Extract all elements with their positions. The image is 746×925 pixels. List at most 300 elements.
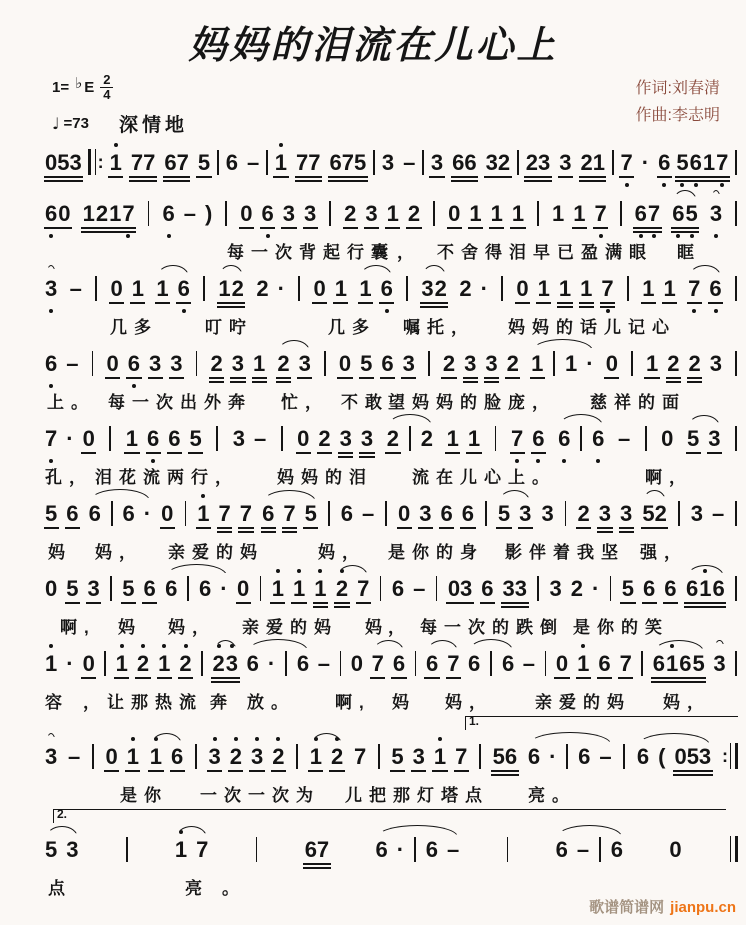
note: 6 (225, 150, 238, 175)
lyric-chunk: 妈， (95, 543, 143, 562)
note-group (272, 577, 327, 601)
volta-bracket (53, 809, 726, 823)
music-line (45, 264, 738, 313)
note: 2 (434, 276, 447, 301)
lyric-chunk: 每一次的跌倒 (420, 618, 564, 637)
note: 7 (688, 277, 700, 301)
barline (735, 576, 737, 601)
note-group (556, 652, 632, 676)
note: 6 (122, 501, 135, 526)
note: 6 (685, 576, 699, 601)
barline (298, 276, 300, 301)
note: 6 (481, 576, 494, 601)
note: 2 (506, 351, 519, 376)
barline (735, 150, 737, 175)
music-line (45, 137, 738, 187)
note: 7 (455, 744, 468, 769)
note: 7 (371, 651, 384, 676)
held-note-dash: – (246, 150, 260, 175)
note: 6 (643, 576, 656, 601)
note: 1 (386, 201, 399, 226)
barline (296, 744, 298, 769)
barline (495, 426, 497, 451)
note-group (107, 352, 183, 376)
note: 6 (527, 744, 541, 769)
note: 1 (702, 150, 716, 175)
note: 7 (196, 837, 209, 862)
lyric-chunk: 妈， (663, 693, 711, 712)
note-group (676, 151, 728, 175)
note-group (202, 276, 206, 301)
lyric-chunk: 是你 (120, 786, 168, 805)
note: 1 (580, 276, 593, 301)
note-group (734, 426, 738, 451)
note: 7 (353, 744, 367, 769)
note: 3 (381, 150, 395, 175)
augmentation-dot: · (143, 501, 152, 526)
note: 3 (339, 426, 352, 451)
barline (678, 501, 680, 526)
music-system (45, 489, 738, 562)
octave-dot-above (279, 143, 283, 147)
octave-dot-above (276, 569, 280, 573)
note-group (379, 576, 383, 601)
note: 6 (381, 277, 393, 301)
tie-group (688, 277, 722, 301)
note: 5 (122, 576, 135, 601)
note: 0 (110, 276, 123, 301)
note-group (265, 150, 269, 175)
note: 3 (690, 501, 703, 526)
note: 6 (425, 651, 439, 676)
note: 6 (296, 651, 310, 676)
volta-bracket (465, 716, 738, 730)
note-group (200, 651, 204, 676)
note: 2 (688, 351, 701, 376)
held-note-dash: – (253, 426, 267, 451)
lyric-chunk: 是你的笑 (573, 618, 669, 637)
note-group (197, 502, 252, 526)
note: 1 (469, 201, 482, 226)
sheet-page (0, 14, 746, 916)
note-group (83, 202, 135, 226)
note-group (414, 651, 418, 676)
note: 1 (663, 276, 676, 301)
barline (641, 651, 643, 676)
lyric-line (45, 463, 738, 487)
note: 3 (45, 744, 58, 769)
note: 6 (636, 744, 650, 769)
note: 2 (179, 652, 191, 676)
note-group (734, 201, 738, 226)
note-group (734, 150, 738, 175)
lyric-chunk: 亮。 (528, 786, 576, 805)
barline (373, 150, 375, 175)
note: 0 (448, 201, 461, 226)
barline (735, 501, 737, 526)
octave-dot-above (335, 737, 339, 741)
score-header (0, 72, 746, 136)
barline (735, 651, 737, 676)
flat-icon: ♭ (75, 73, 83, 92)
barline (414, 837, 416, 862)
note: 77 (296, 150, 321, 175)
note-group (195, 351, 199, 376)
barline (92, 351, 94, 376)
note: 2 (336, 577, 348, 601)
lyric-chunk: 亲爱的妈 (535, 693, 631, 712)
note: 0 (161, 501, 174, 526)
note-group (630, 351, 634, 376)
barline (545, 651, 547, 676)
note: 5 (304, 501, 317, 526)
barline (409, 426, 411, 451)
note: 1 (272, 577, 284, 601)
note-group (544, 651, 548, 676)
note: 1 (175, 838, 187, 862)
note-group (163, 202, 213, 226)
octave-dot-above (255, 737, 259, 741)
note-group (622, 744, 626, 769)
octave-dot-above (184, 644, 188, 648)
barline (110, 576, 112, 601)
note: 7 (621, 151, 633, 175)
held-note-dash: – (599, 744, 612, 769)
note: 6 (690, 151, 702, 175)
note-group (255, 837, 259, 862)
lyric-chunk: 流在儿心上。 (412, 468, 556, 487)
note-group (621, 151, 671, 175)
lyric-chunk: 几多 (110, 318, 158, 337)
note: 6 (45, 202, 57, 226)
note: 1 (110, 151, 122, 175)
note: 3 (419, 501, 432, 526)
note-group (339, 651, 343, 676)
note: 7 (357, 576, 370, 601)
note: 6 (391, 576, 405, 601)
lyric-chunk: 奔 (210, 693, 234, 712)
barline (328, 501, 330, 526)
note: 6 (468, 651, 481, 676)
note-group (327, 501, 331, 526)
quarter-note-icon: ♩ (52, 113, 60, 133)
held-note-dash: – (576, 837, 590, 862)
tie-group (45, 745, 57, 769)
note-group (339, 352, 415, 376)
volta-label: 2. (57, 807, 68, 821)
note: 2 (256, 276, 269, 301)
augmentation-dot: · (480, 276, 488, 301)
augmentation-dot: · (396, 837, 405, 862)
note: 7 (601, 277, 613, 301)
note: 6 (66, 501, 79, 526)
barline (187, 576, 189, 601)
note: 0 (105, 744, 118, 769)
tie-group (387, 426, 433, 451)
tie-group (498, 502, 532, 526)
note: 1 (197, 502, 209, 526)
barline (537, 201, 539, 226)
lyric-chunk: 啊， (645, 468, 693, 487)
note-group (618, 427, 630, 451)
note: 2 (459, 276, 472, 301)
parenthesis: ( (658, 744, 666, 769)
note: 3 (421, 276, 434, 301)
tie-group (653, 652, 705, 676)
note-group (110, 277, 144, 301)
tie-group (421, 277, 447, 301)
note: 5 (360, 351, 373, 376)
note-group (734, 501, 738, 526)
lyric-chunk: ，让那热流 (83, 693, 203, 712)
note-group (237, 577, 249, 601)
note-group (91, 744, 95, 769)
repeat-end-lines (730, 743, 738, 769)
note: 6 (712, 576, 725, 601)
lyric-chunk: 妈， (168, 618, 216, 637)
note: 1 (275, 151, 287, 175)
note: 053 (45, 150, 82, 175)
note: 0 (82, 426, 95, 451)
lyric-chunk: 妈妈的泪 (277, 468, 373, 487)
note-group (448, 202, 524, 226)
barline (566, 744, 568, 769)
tempo-value: =73 (63, 114, 89, 132)
music-line (45, 824, 738, 874)
barline (537, 576, 539, 601)
augmentation-dot: · (549, 744, 557, 769)
note-group (215, 426, 219, 451)
music-line (45, 731, 738, 781)
note: 6 (658, 151, 670, 175)
note-group (259, 576, 263, 601)
lyric-chunk: 亲爱的妈 (242, 618, 338, 637)
held-note-dash: – (522, 651, 536, 676)
barline (415, 651, 417, 676)
octave-dot-above (213, 737, 217, 741)
note-group (280, 426, 284, 451)
note: 6 (672, 202, 684, 226)
lyric-chunk: 点 (48, 879, 72, 898)
note: 3 (304, 201, 317, 226)
octave-dot-above (581, 644, 585, 648)
octave-dot-above (230, 644, 234, 648)
note-group (734, 576, 738, 601)
lyric-chunk: 强， (640, 543, 688, 562)
note-group (646, 352, 722, 376)
note-group (606, 352, 618, 376)
lyric-chunk: 几多 (328, 318, 376, 337)
repeat-end-barline (722, 743, 738, 769)
barline (256, 837, 258, 862)
note: 0 (45, 576, 58, 601)
note-group (493, 745, 517, 769)
tie-group (213, 652, 239, 676)
lyric-chunk: 亮 (185, 879, 209, 898)
note-group (552, 202, 607, 226)
note: 6 (578, 744, 591, 769)
note: 1 (699, 577, 711, 601)
held-note-dash: – (617, 426, 631, 451)
note-group (494, 426, 498, 451)
note-group (328, 201, 332, 226)
note: 2 (272, 745, 284, 769)
repeat-start-barline (88, 149, 104, 175)
note-group (297, 276, 301, 301)
note: 2 (577, 501, 590, 526)
barline (385, 501, 387, 526)
note-group (506, 837, 510, 862)
note: 1 (537, 276, 550, 301)
octave-dot-above (234, 737, 238, 741)
note-group (116, 652, 192, 676)
note-group (122, 577, 156, 601)
lyric-chunk: 一次一次为 (200, 786, 320, 805)
note: 3 (549, 576, 562, 601)
score (0, 133, 746, 898)
barline (627, 276, 629, 301)
lyric-chunk: 每一次出外奔 (108, 393, 252, 412)
note: 2 (213, 652, 225, 676)
barline (631, 351, 633, 376)
held-note-dash: – (183, 201, 197, 226)
barline (185, 501, 187, 526)
lyric-line (45, 874, 738, 898)
octave-dot-above (162, 644, 166, 648)
note: 0 (605, 351, 618, 376)
note: 1 (577, 652, 589, 676)
note: 3 (282, 201, 295, 226)
note-group (211, 352, 266, 376)
note-group (305, 838, 329, 862)
note: 0 (240, 201, 253, 226)
note: 0 (661, 426, 674, 451)
note: 3 (485, 351, 498, 376)
note-group (318, 652, 330, 676)
octave-dot-above (49, 644, 53, 648)
barline (217, 150, 219, 175)
held-note-dash: – (66, 351, 79, 376)
repeat-dots: : (721, 746, 728, 766)
note: 1 (131, 276, 144, 301)
lyric-chunk: 。 (222, 879, 246, 898)
note-group (516, 150, 520, 175)
note: 3 (519, 501, 532, 526)
note: 6 (178, 277, 190, 301)
note: 1 (314, 577, 326, 601)
note-group (677, 501, 681, 526)
note: 1 (446, 426, 459, 451)
note-group (372, 150, 376, 175)
note: 7 (122, 202, 134, 226)
note: 3 (232, 426, 245, 451)
lyric-chunk: 妈 (48, 543, 72, 562)
octave-dot-above (201, 494, 205, 498)
note: 6 (375, 837, 388, 862)
tie-group (45, 838, 79, 862)
lyric-chunk: 妈妈的话儿记心 (508, 318, 676, 337)
note-group (344, 202, 420, 226)
barline (517, 150, 519, 175)
octave-dot-below (680, 183, 684, 187)
lyric-chunk: 容 (45, 693, 69, 712)
note-group (691, 502, 725, 526)
note: 6 (128, 352, 140, 376)
note: 1 (156, 276, 169, 301)
octave-dot-above (141, 644, 145, 648)
lyric-line (45, 688, 738, 712)
note-group (216, 150, 220, 175)
tie-group (336, 577, 370, 601)
final-barline (730, 836, 738, 862)
note: 0 (516, 276, 529, 301)
time-signature-numerator: 2 (100, 73, 113, 88)
note: 7 (594, 202, 606, 226)
note: 3 (365, 201, 378, 226)
barline (507, 837, 509, 862)
note: 0 (237, 576, 250, 601)
note: 5 (189, 426, 202, 451)
octave-dot-above (340, 569, 344, 573)
note-group (405, 276, 409, 301)
note: 33 (502, 576, 528, 601)
held-note-dash: – (403, 150, 416, 175)
note-group (484, 501, 488, 526)
note-group (478, 744, 482, 769)
note: 1 (218, 276, 231, 301)
note: 7 (716, 151, 728, 175)
note: 6 (262, 501, 275, 526)
note: 1 (573, 201, 586, 226)
key-tempo-block (52, 73, 188, 137)
repeat-dots: : (97, 152, 104, 172)
note: 6 (461, 501, 475, 526)
note: 1 (666, 652, 678, 676)
note: 3 (713, 651, 726, 676)
note-group (435, 576, 439, 601)
octave-dot-above (703, 569, 707, 573)
note-group (147, 201, 151, 226)
note: 0 (58, 201, 71, 226)
note: 1 (531, 351, 544, 376)
augmentation-dot: · (586, 351, 594, 376)
barline (735, 201, 737, 226)
barline (92, 744, 94, 769)
note-group (728, 836, 738, 862)
note-group (45, 502, 79, 526)
barline (479, 744, 481, 769)
note: 1 (490, 201, 503, 226)
note: 1 (109, 201, 122, 226)
music-line (45, 564, 738, 613)
tie-group (277, 352, 311, 376)
music-line (45, 489, 738, 538)
note-group (578, 502, 633, 526)
note-group (447, 427, 481, 451)
note: 1 (116, 652, 128, 676)
note-group (256, 277, 285, 301)
music-line (45, 639, 738, 688)
note: 3 (709, 351, 722, 376)
note-group (541, 502, 553, 526)
note: 1 (558, 276, 572, 301)
note: 7 (511, 427, 523, 451)
barline (201, 651, 203, 676)
octave-dot-above (217, 644, 221, 648)
note-group (108, 426, 112, 451)
credits-block (636, 75, 720, 129)
tie-group (45, 277, 57, 301)
